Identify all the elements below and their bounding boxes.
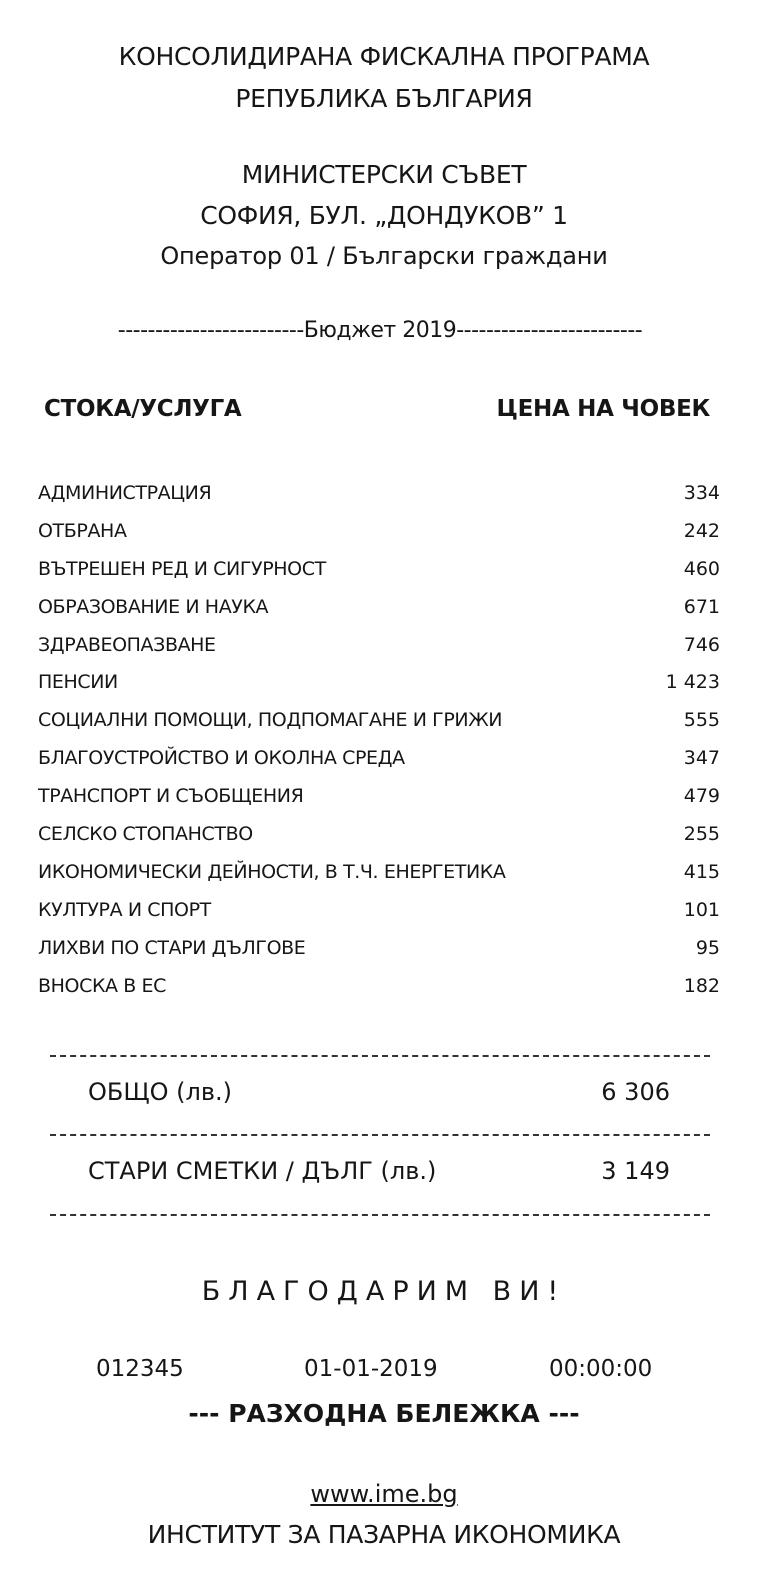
item-row — [38, 588, 720, 626]
divider-bottom — [50, 1214, 710, 1216]
website-wrap — [0, 1480, 768, 1508]
item-row — [38, 815, 720, 853]
item-row — [38, 777, 720, 815]
item-row — [38, 739, 720, 777]
item-row — [38, 474, 720, 512]
total-value: 6 306 — [601, 1078, 670, 1106]
institute-name: ИНСТИТУТ ЗА ПАЗАРНА ИКОНОМИКА — [147, 1520, 621, 1549]
website-link[interactable]: www.ime.bg — [310, 1480, 458, 1508]
item-value: 555 — [683, 709, 720, 732]
document-type: --- РАЗХОДНА БЕЛЕЖКА --- — [188, 1399, 580, 1428]
item-name: КУЛТУРА И СПОРТ — [38, 898, 211, 921]
operator-line: Оператор 01 / Български граждани — [160, 242, 608, 270]
debt-row — [88, 1157, 670, 1185]
item-value: 671 — [683, 595, 720, 618]
item-row — [38, 853, 720, 891]
item-name: ВНОСКА В ЕС — [38, 974, 167, 997]
item-row — [38, 929, 720, 967]
item-value: 347 — [683, 747, 720, 770]
item-name: ЛИХВИ ПО СТАРИ ДЪЛГОВЕ — [38, 936, 306, 959]
items-list — [38, 474, 720, 1004]
item-row — [38, 701, 720, 739]
item-value: 1 423 — [665, 671, 720, 694]
item-value: 182 — [683, 974, 720, 997]
item-row — [38, 626, 720, 664]
item-name: ЗДРАВЕОПАЗВАНЕ — [38, 633, 216, 656]
item-name: АДМИНИСТРАЦИЯ — [38, 481, 212, 504]
item-value: 415 — [683, 860, 720, 883]
receipt-time: 00:00:00 — [549, 1356, 653, 1382]
item-value: 746 — [683, 633, 720, 656]
debt-label: СТАРИ СМЕТКИ / ДЪЛГ (лв.) — [88, 1157, 437, 1185]
item-name: ТРАНСПОРТ И СЪОБЩЕНИЯ — [38, 785, 304, 808]
debt-value: 3 149 — [601, 1157, 670, 1185]
item-value: 255 — [683, 822, 720, 845]
item-name: ОТБРАНА — [38, 519, 127, 542]
item-row — [38, 967, 720, 1005]
receipt-number: 012345 — [96, 1356, 184, 1382]
item-name: ВЪТРЕШЕН РЕД И СИГУРНОСТ — [38, 557, 326, 580]
item-name: БЛАГОУСТРОЙСТВО И ОКОЛНА СРЕДА — [38, 747, 405, 770]
council-name: МИНИСТЕРСКИ СЪВЕТ — [241, 160, 527, 189]
budget-separator: -------------------------Бюджет 2019------------------------- — [117, 318, 643, 343]
item-value: 95 — [695, 936, 720, 959]
thanks-message: БЛАГОДАРИМ ВИ! — [201, 1276, 567, 1307]
total-label: ОБЩО (лв.) — [88, 1078, 232, 1106]
item-row — [38, 891, 720, 929]
item-name: ИКОНОМИЧЕСКИ ДЕЙНОСТИ, В Т.Ч. ЕНЕРГЕТИКА — [38, 860, 506, 883]
column-header-item: СТОКА/УСЛУГА — [44, 396, 242, 422]
item-name: СЕЛСКО СТОПАНСТВО — [38, 822, 253, 845]
item-value: 101 — [683, 898, 720, 921]
receipt-date: 01-01-2019 — [304, 1356, 438, 1382]
divider-middle — [50, 1134, 710, 1136]
item-value: 460 — [683, 557, 720, 580]
program-title: КОНСОЛИДИРАНА ФИСКАЛНА ПРОГРАМА — [118, 42, 650, 71]
item-name: ПЕНСИИ — [38, 671, 118, 694]
total-row — [88, 1078, 670, 1106]
column-header-price: ЦЕНА НА ЧОВЕК — [496, 396, 710, 422]
item-value: 334 — [683, 481, 720, 504]
divider-top — [50, 1055, 710, 1057]
item-row — [38, 663, 720, 701]
item-value: 242 — [683, 519, 720, 542]
item-name: ОБРАЗОВАНИЕ И НАУКА — [38, 595, 269, 618]
item-row — [38, 550, 720, 588]
address: СОФИЯ, БУЛ. „ДОНДУКОВ” 1 — [200, 201, 568, 230]
item-name: СОЦИАЛНИ ПОМОЩИ, ПОДПОМАГАНЕ И ГРИЖИ — [38, 709, 503, 732]
item-row — [38, 512, 720, 550]
item-value: 479 — [683, 785, 720, 808]
country-name: РЕПУБЛИКА БЪЛГАРИЯ — [235, 84, 533, 113]
